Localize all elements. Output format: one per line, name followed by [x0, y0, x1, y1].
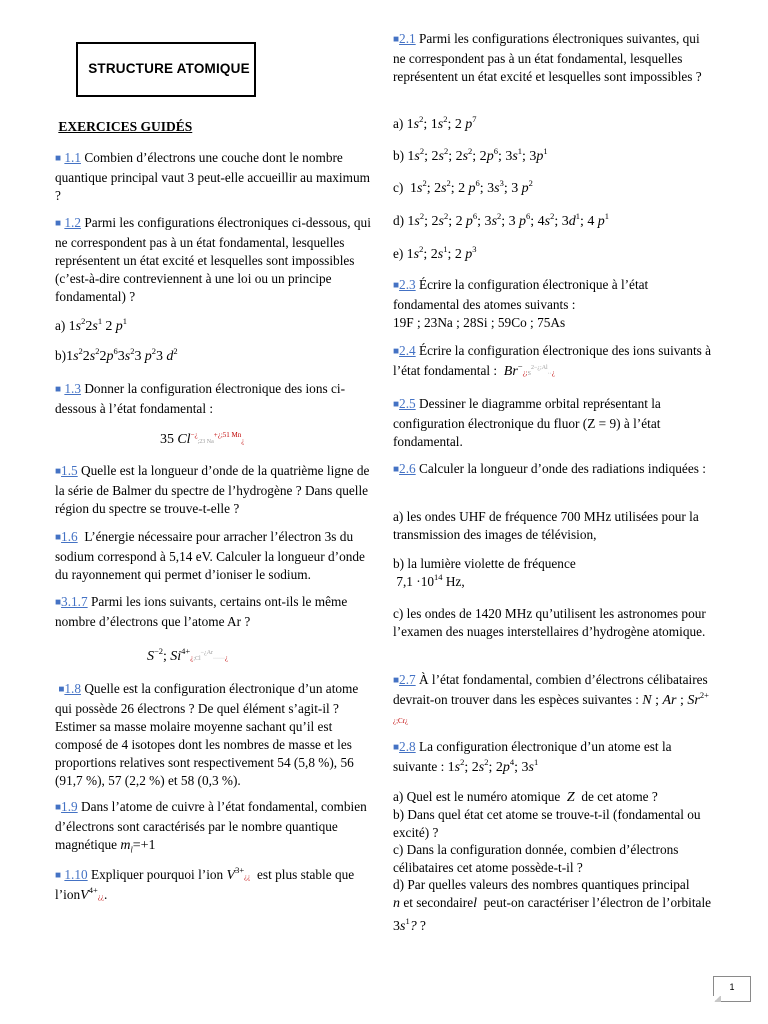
exercise-2-1-option-d: d) $1s^2$; $2s^2$; 2 $p^6$; $3s^2$; 3 $p^6$; $4s^2$; $3d^1$; 4 $p^1$ [393, 210, 609, 229]
exercise-2-8-d: d) Par quelles valeurs des nombres quantiques principal n et secondairel peut-on caractériser l’électron de l’orbitale $3s^1$? ? [393, 877, 712, 934]
exercise-2-4: ■2.4 Écrire la configuration électronique des ions suivants à l’état fondamental : $Br^-¿;S^{2-¿;Al}\cdot\cdot¿$ [393, 343, 712, 379]
exercise-1-2-option-b: $b)1s^22s^22p^63s^23$ $p^23$ $d^2$ [55, 345, 178, 364]
exercise-2-6-b: b) la lumière violette de fréquence $7,1 \cdot 10^{14}$ Hz, [393, 556, 576, 589]
exercise-2-6-a: a) les ondes UHF de fréquence 700 MHz utilisées pour la transmission des images de télévision, [393, 509, 699, 542]
exercise-2-8-a: a) Quel est le numéro atomique Z de cet atome ? [393, 789, 658, 805]
section-heading: EXERCICES GUIDÉS [58, 119, 193, 134]
exercise-1-2-option-a: a) $1s^22s^1$ 2 $p^1$ [55, 315, 127, 334]
exercise-1-5: ■1.5 Quelle est la longueur d’onde de la quatrième ligne de la série de Balmer du spectre de l’hydrogène ? Dans quelle région du spectre se trouve-t-elle ? [55, 463, 370, 516]
exercise-1-6: ■1.6 L’énergie nécessaire pour arracher l’électron 3s du sodium correspond à 5,14 eV. Calculer la longueur d’onde du rayonnement qui permet d’ioniser le sodium. [55, 529, 365, 582]
exercise-1-3: ■ 1.3 Donner la configuration électronique des ions ci-dessous à l’état fondamental : [55, 381, 346, 416]
exercise-2-1-option-b: b) $1s^2$; $2s^2$; $2s^2$; $2p^6$; $3s^1$; $3p^1$ [393, 145, 548, 164]
exercise-2-1-option-e: e) $1s^2$; $2s^1$; 2 $p^3$ [393, 243, 477, 262]
exercise-2-8-b: b) Dans quel état cet atome se trouve-t-il (fondamental ou excité) ? [393, 807, 701, 840]
exercise-2-1-option-a: a) $1s^2$; $1s^2$; 2 $p^7$ [393, 113, 477, 132]
exercise-3-1-7: ■3.1.7 Parmi les ions suivants, certains ont-ils le même nombre d’électrons que l’atome Ar ? [55, 594, 348, 629]
exercise-1-2: ■ 1.2 Parmi les configurations électroniques ci-dessous, qui ne correspondent pas à un état fondamental, lesquelles représentent un état excité et lesquelles sont impossibles (c’est-à-dire contreviennent à une loi ou un principe fondamental) ? [55, 215, 371, 304]
exercise-2-3: ■2.3 Écrire la configuration électronique à l’état fondamental des atomes suivants : 19F ; 23Na ; 28Si ; 59Co ; 75As [393, 277, 649, 330]
exercise-2-6-c: c) les ondes de 1420 MHz qu’utilisent les astronomes pour l’examen des nuages interstellaires d’hydrogène atomique. [393, 606, 706, 639]
exercise-2-5: ■2.5 Dessiner le diagramme orbital représentant la configuration électronique du fluor (Z = 9) à l’état fondamental. [393, 396, 661, 449]
exercise-1-8: ■1.8 Quelle est la configuration électronique d’un atome qui possède 26 électrons ? De quel élément s’agit-il ? Estimer sa masse molaire moyenne sachant qu’il est composé de 4 isotopes dont les nombres de masse et les proportions relatives sont respectivement 54 (5,8 %), 56 (91,7 %), 57 (2,2 %) et 58 (0,3 %). [55, 681, 359, 788]
exercise-1-10: ■ 1.10 Expliquer pourquoi l’ion $V^{3+}¿¿$ est plus stable que l’ionV$^{4+}$¿¿. [55, 864, 355, 903]
exercise-3-1-7-ions: $S^{-2}$; $Si^{4+}¿;Cl^{-¿Ar}\cdot\cdot\cdot\cdot\cdot\cdot¿$ [147, 645, 229, 664]
exercise-1-1: ■ 1.1 Combien d’électrons une couche dont le nombre quantique principal vaut 3 peut-elle accueillir au maximum ? [55, 150, 370, 203]
exercise-1-3-ions: 35 Cl−¿;23 $Na^{+¿;51 Mn}¿$ [160, 430, 245, 447]
exercise-2-1: ■2.1 Parmi les configurations électroniques suivantes, qui ne correspondent pas à un état fondamental, lesquelles représentent un état excité et lesquelles sont impossibles ? [393, 31, 702, 84]
exercise-2-8: ■2.8 La configuration électronique d’un atome est la suivante : $1s^2$; $2s^2$; $2p^4$; $3s^1$ [393, 739, 672, 775]
exercise-1-9: ■1.9 Dans l’atome de cuivre à l’état fondamental, combien d’électrons sont caractérisés par le nombre quantique magnétique $m_l=+1$ [55, 799, 367, 855]
page-number: 1 [713, 976, 751, 1002]
atoms-list: 19F ; 23Na ; 28Si ; 59Co ; 75As [393, 315, 566, 330]
exercise-2-8-c: c) Dans la configuration donnée, combien d’électrons célibataires cet atome possède-t-il ? [393, 842, 679, 875]
title-box [76, 42, 256, 97]
exercise-2-6: ■2.6 Calculer la longueur d’onde des radiations indiquées : [393, 461, 706, 476]
exercise-2-1-option-c: c) $1s^2$; $2s^2$; 2 $p^6$; $3s^3$; 3 $p^2$ [393, 177, 533, 196]
exercise-2-7: ■2.7 À l’état fondamental, combien d’électrons célibataires devrait-on trouver dans les espèces suivantes : N ; Ar ; $Sr^{2+}¿;Cr¿$ [393, 672, 709, 725]
document-title: STRUCTURE ATOMIQUE [88, 61, 250, 76]
